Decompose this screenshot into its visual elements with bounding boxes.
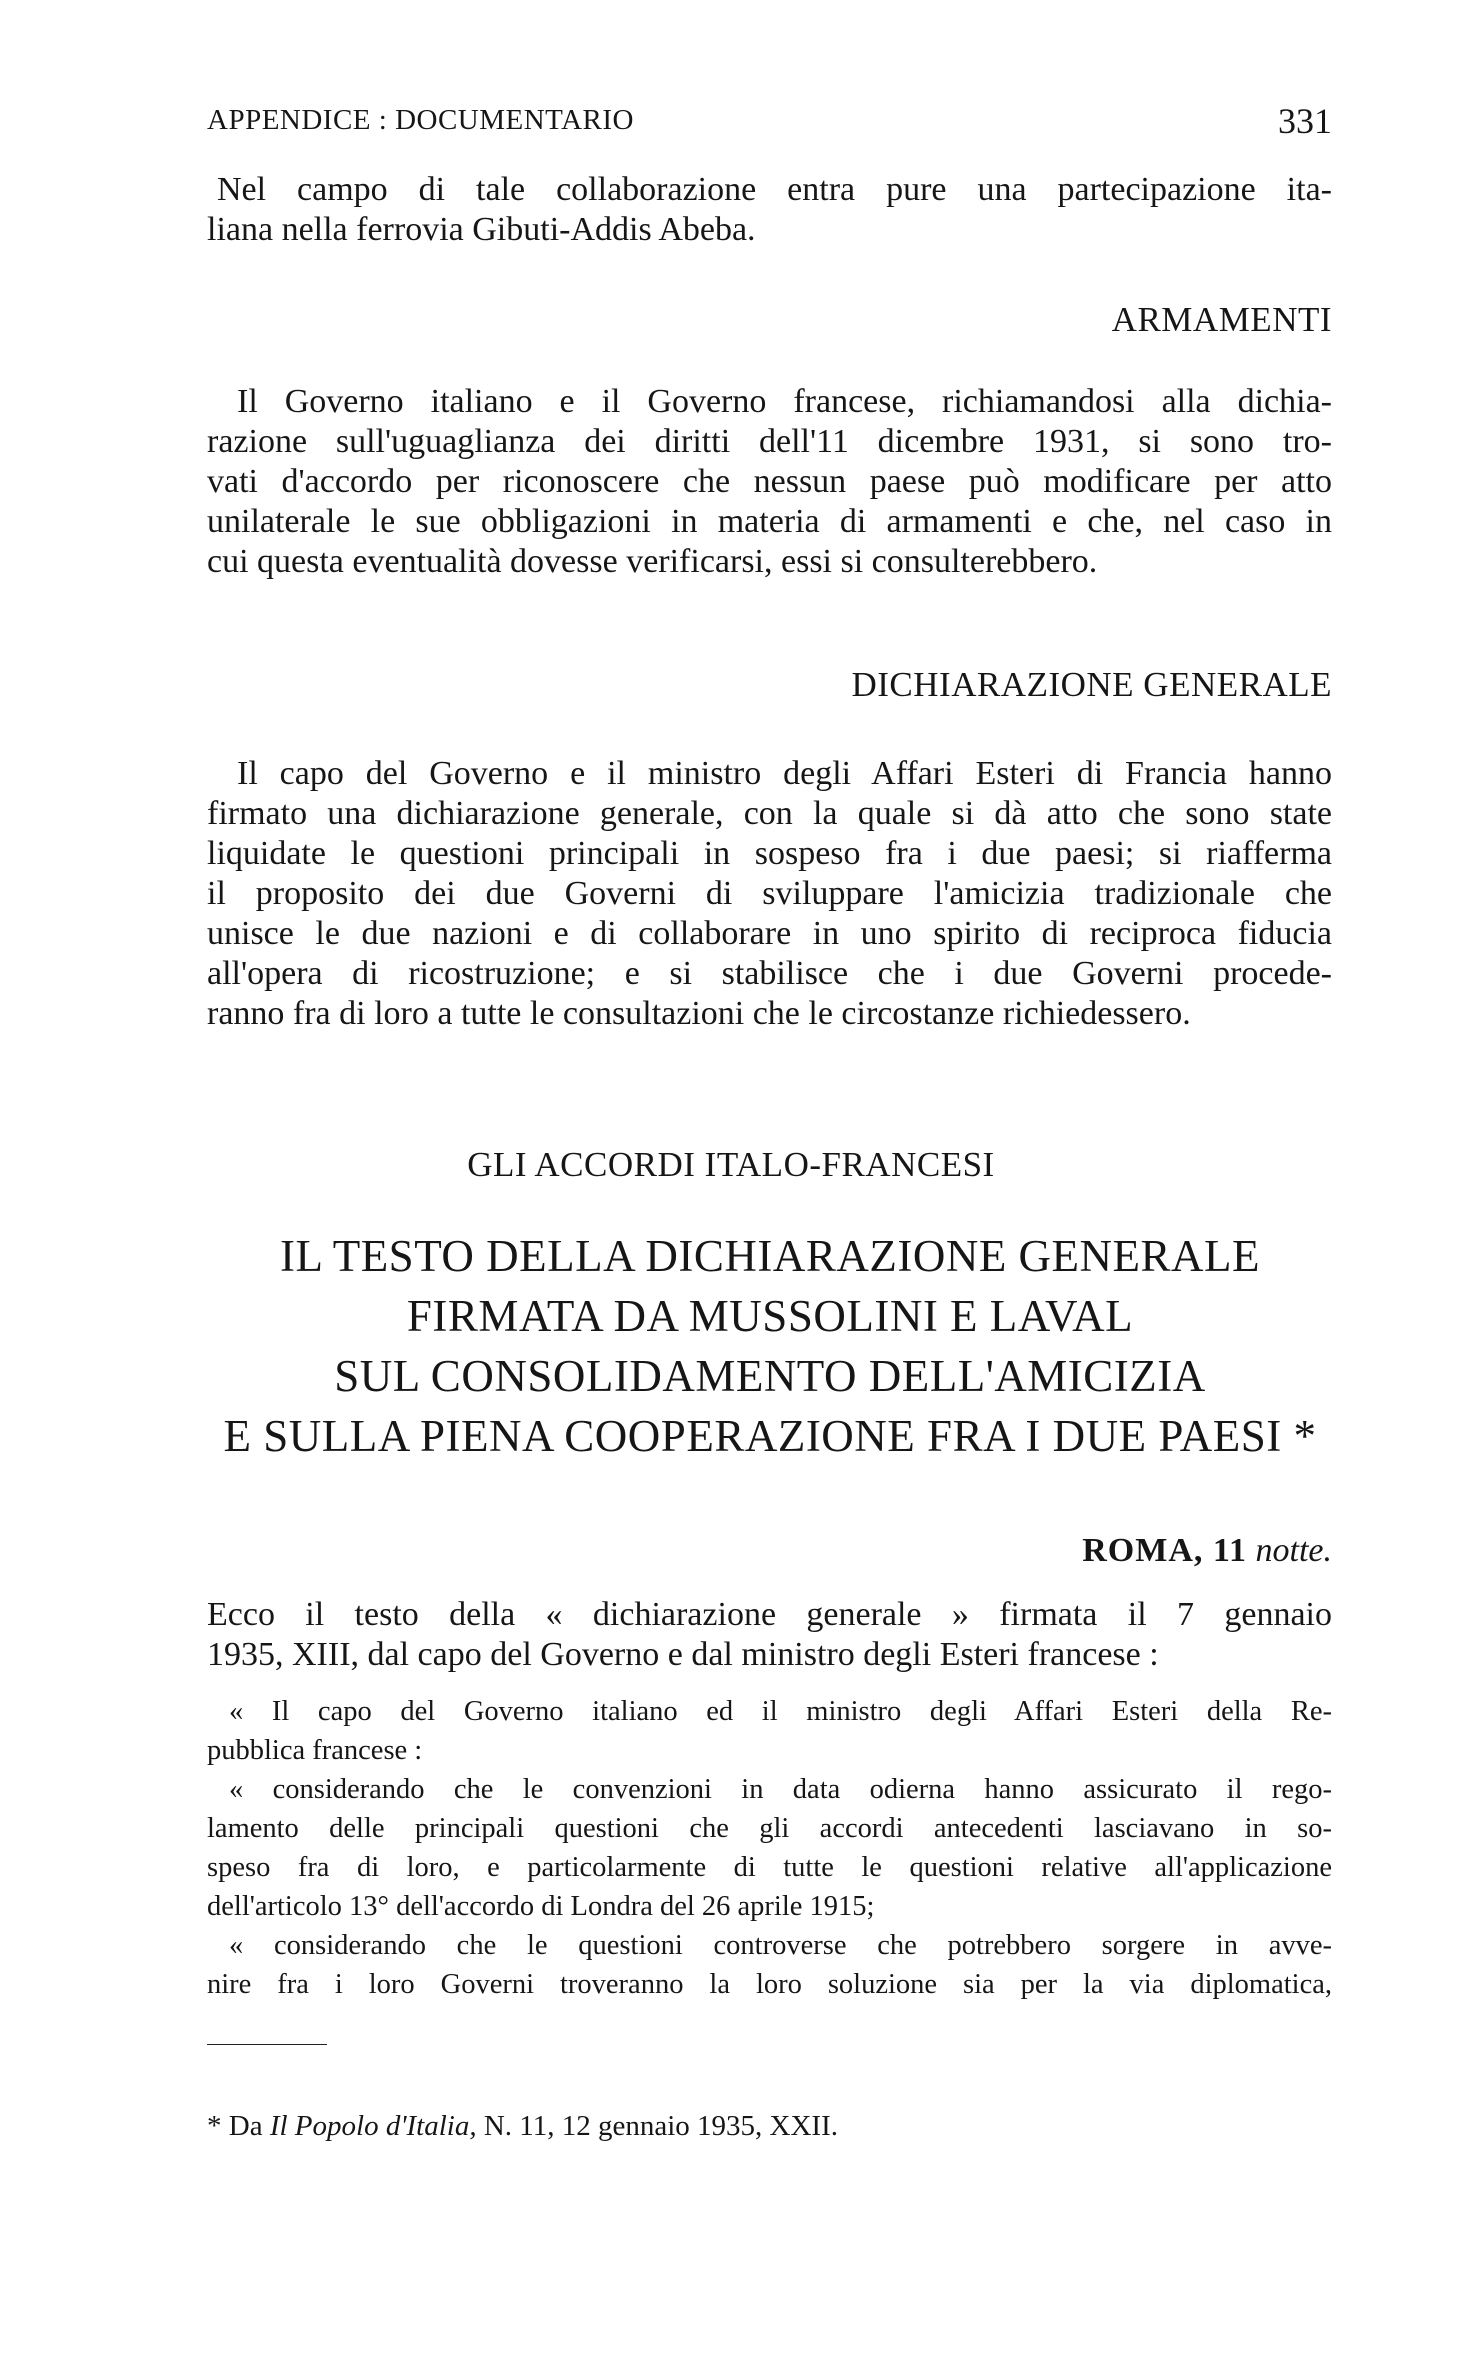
text-line: cui questa eventualità dovesse verificarsi, essi si consulterebbero. <box>207 543 1098 580</box>
headline <box>130 1226 1410 1466</box>
dateline-time: notte. <box>1255 1532 1332 1569</box>
intro-paragraph <box>207 170 1332 250</box>
text-line: Nel campo di tale collaborazione entra pure una partecipazione ita- <box>217 171 1332 208</box>
headline-line: SUL CONSOLIDAMENTO DELL'AMICIZIA <box>334 1351 1206 1401</box>
text-line: unisce le due nazioni e di collaborare in uno spirito di reciproca fiducia <box>207 915 1332 952</box>
headline-line: E SULLA PIENA COOPERAZIONE FRA I DUE PAESI * <box>223 1411 1317 1461</box>
footnote <box>207 2110 838 2143</box>
text-line: Ecco il testo della « dichiarazione generale » firmata il 7 gennaio <box>207 1596 1332 1633</box>
dateline <box>1082 1532 1332 1570</box>
quote-line: « Il capo del Governo italiano ed il ministro degli Affari Esteri della Re- <box>229 1696 1332 1727</box>
quote-line: « considerando che le convenzioni in data odierna hanno assicurato il rego- <box>229 1774 1332 1805</box>
quote-line: « considerando che le questioni controverse che potrebbero sorgere in avve- <box>229 1930 1332 1961</box>
text-line: Il capo del Governo e il ministro degli Affari Esteri di Francia hanno <box>237 755 1332 792</box>
text-line: all'opera di ricostruzione; e si stabilisce che i due Governi procede- <box>207 955 1332 992</box>
running-title: APPENDICE : DOCUMENTARIO <box>207 104 634 136</box>
text-line: il proposito dei due Governi di sviluppare l'amicizia tradizionale che <box>207 875 1332 912</box>
page-number: 331 <box>1278 101 1332 141</box>
quote-line: speso fra di loro, e particolarmente di tutte le questioni relative all'applicazione <box>207 1852 1332 1883</box>
text-line: razione sull'uguaglianza dei diritti dell'11 dicembre 1931, si sono tro- <box>207 423 1332 460</box>
text-line: liana nella ferrovia Gibuti-Addis Abeba. <box>207 211 756 248</box>
text-line: unilaterale le sue obbligazioni in materia di armamenti e che, nel caso in <box>207 503 1332 540</box>
footnote-rule <box>207 2044 327 2045</box>
quote-line: pubblica francese : <box>207 1735 423 1766</box>
text-line: ranno fra di loro a tutte le consultazioni che le circostanze richiedessero. <box>207 995 1191 1032</box>
footnote-source: Il Popolo d'Italia, <box>269 2110 477 2142</box>
dichiarazione-paragraph <box>207 754 1332 1034</box>
text-line: vati d'accordo per riconoscere che nessun paese può modificare per atto <box>207 463 1332 500</box>
section-title-dichiarazione: DICHIARAZIONE GENERALE <box>851 665 1332 704</box>
headline-line: IL TESTO DELLA DICHIARAZIONE GENERALE <box>279 1231 1261 1281</box>
headline-line: FIRMATA DA MUSSOLINI E LAVAL <box>406 1291 1134 1341</box>
section-title-armamenti: ARMAMENTI <box>1111 300 1332 339</box>
page-header <box>207 96 1332 146</box>
armamenti-paragraph <box>207 382 1332 582</box>
section-title-accordi: GLI ACCORDI ITALO-FRANCESI <box>467 1145 995 1184</box>
text-line: liquidate le questioni principali in sospeso fra i due paesi; si riafferma <box>207 835 1332 872</box>
quote-line: lamento delle principali questioni che gli accordi antecedenti lasciavano in so- <box>207 1813 1332 1844</box>
quote-line: dell'articolo 13° dell'accordo di Londra del 26 aprile 1915; <box>207 1891 875 1922</box>
quoted-declaration <box>207 1692 1332 2004</box>
footnote-details: N. 11, 12 gennaio 1935, XXII. <box>483 2110 838 2142</box>
footnote-marker: * Da <box>207 2110 263 2142</box>
quote-line: nire fra i loro Governi troveranno la loro soluzione sia per la via diplomatica, <box>207 1969 1332 2000</box>
text-line: firmato una dichiarazione generale, con la quale si dà atto che sono state <box>207 795 1332 832</box>
lead-paragraph <box>207 1595 1332 1675</box>
text-line: Il Governo italiano e il Governo francese, richiamandosi alla dichia- <box>237 383 1332 420</box>
text-line: 1935, XIII, dal capo del Governo e dal ministro degli Esteri francese : <box>207 1636 1159 1673</box>
dateline-place: ROMA, 11 <box>1082 1532 1248 1569</box>
